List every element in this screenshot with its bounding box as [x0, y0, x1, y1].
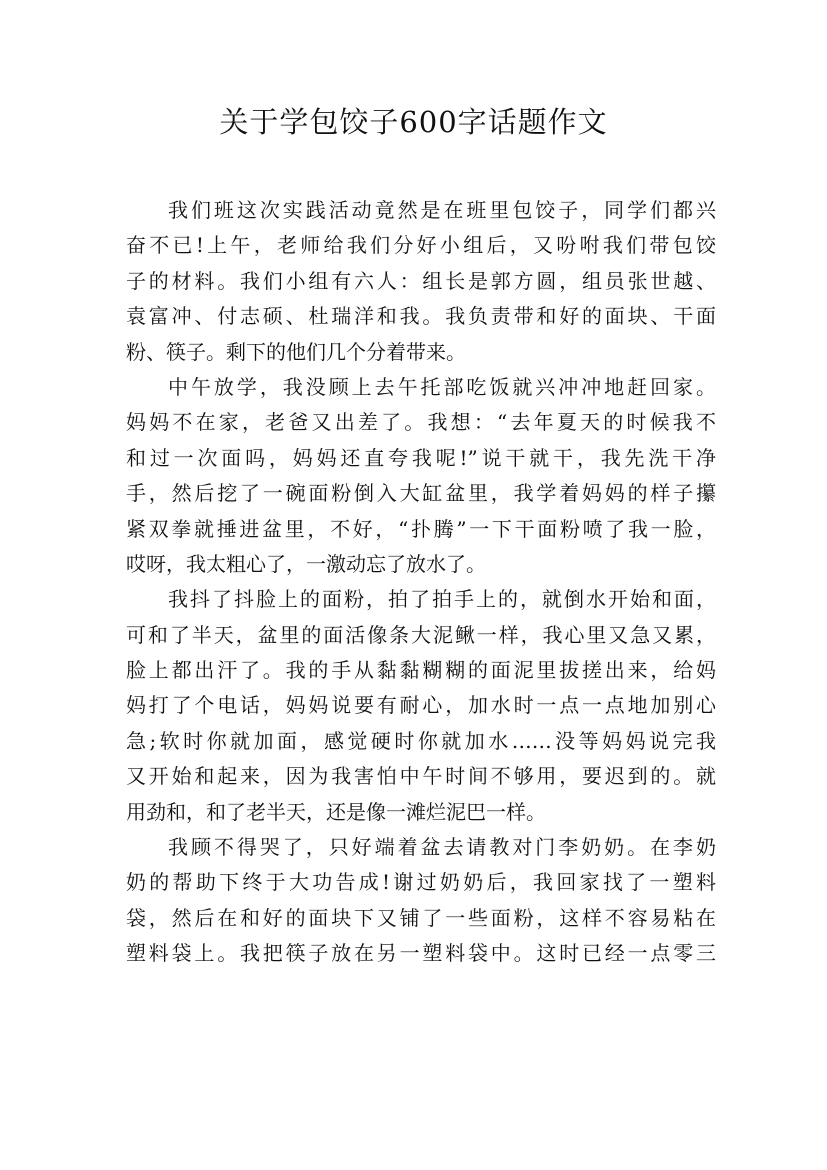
paragraph-line: 我顾不得哭了，只好端着盆去请教对门李奶奶。在李奶 [168, 835, 716, 860]
paragraph-line: 粉、筷子。剩下的他们几个分着带来。 [126, 339, 466, 364]
paragraph-line: 哎呀，我太粗心了，一激动忘了放水了。 [126, 551, 486, 576]
document-body [126, 193, 716, 972]
paragraph-2 [126, 370, 716, 582]
paragraph-line: 紧双拳就捶进盆里，不好，“扑腾”一下干面粉喷了我一脸， [126, 516, 716, 541]
paragraph-line: 塑料袋上。我把筷子放在另一塑料袋中。这时已经一点零三 [126, 941, 716, 966]
document-title: 关于学包饺子600字话题作文 [219, 105, 608, 139]
paragraph-line: 子的材料。我们小组有六人：组长是郭方圆，组员张世越、 [126, 268, 716, 293]
paragraph-line: 袋，然后在和好的面块下又铺了一些面粉，这样不容易粘在 [126, 905, 716, 930]
paragraph-line: 用劲和，和了老半天，还是像一滩烂泥巴一样。 [126, 799, 546, 824]
paragraph-line: 急;软时你就加面，感觉硬时你就加水……没等妈妈说完我 [126, 728, 716, 753]
paragraph-line: 和过一次面吗，妈妈还直夸我呢!”说干就干，我先洗干净 [126, 445, 716, 470]
paragraph-line: 可和了半天，盆里的面活像条大泥鳅一样，我心里又急又累， [126, 622, 716, 647]
paragraph-line: 袁富冲、付志硕、杜瑞洋和我。我负责带和好的面块、干面 [126, 304, 716, 329]
paragraph-line: 奋不已!上午，老师给我们分好小组后，又吩咐我们带包饺 [126, 233, 716, 258]
paragraph-line: 中午放学，我没顾上去午托部吃饭就兴冲冲地赶回家。 [168, 374, 716, 399]
paragraph-line: 我抖了抖脸上的面粉，拍了拍手上的，就倒水开始和面， [168, 587, 716, 612]
paragraph-3 [126, 582, 716, 830]
paragraph-line: 又开始和起来，因为我害怕中午时间不够用，要迟到的。就 [126, 764, 716, 789]
paragraph-line: 脸上都出汗了。我的手从黏黏糊糊的面泥里拔搓出来，给妈 [126, 658, 716, 683]
paragraph-4 [126, 830, 716, 972]
paragraph-line: 妈妈不在家，老爸又出差了。我想：“去年夏天的时候我不 [126, 410, 716, 435]
paragraph-1 [126, 193, 716, 370]
paragraph-line: 我们班这次实践活动竟然是在班里包饺子，同学们都兴 [168, 198, 716, 222]
paragraph-line: 手，然后挖了一碗面粉倒入大缸盆里，我学着妈妈的样子攥 [126, 481, 716, 506]
paragraph-line: 奶的帮助下终于大功告成!谢过奶奶后，我回家找了一塑料 [126, 870, 716, 895]
paragraph-line: 妈打了个电话，妈妈说要有耐心，加水时一点一点地加别心 [126, 693, 716, 718]
